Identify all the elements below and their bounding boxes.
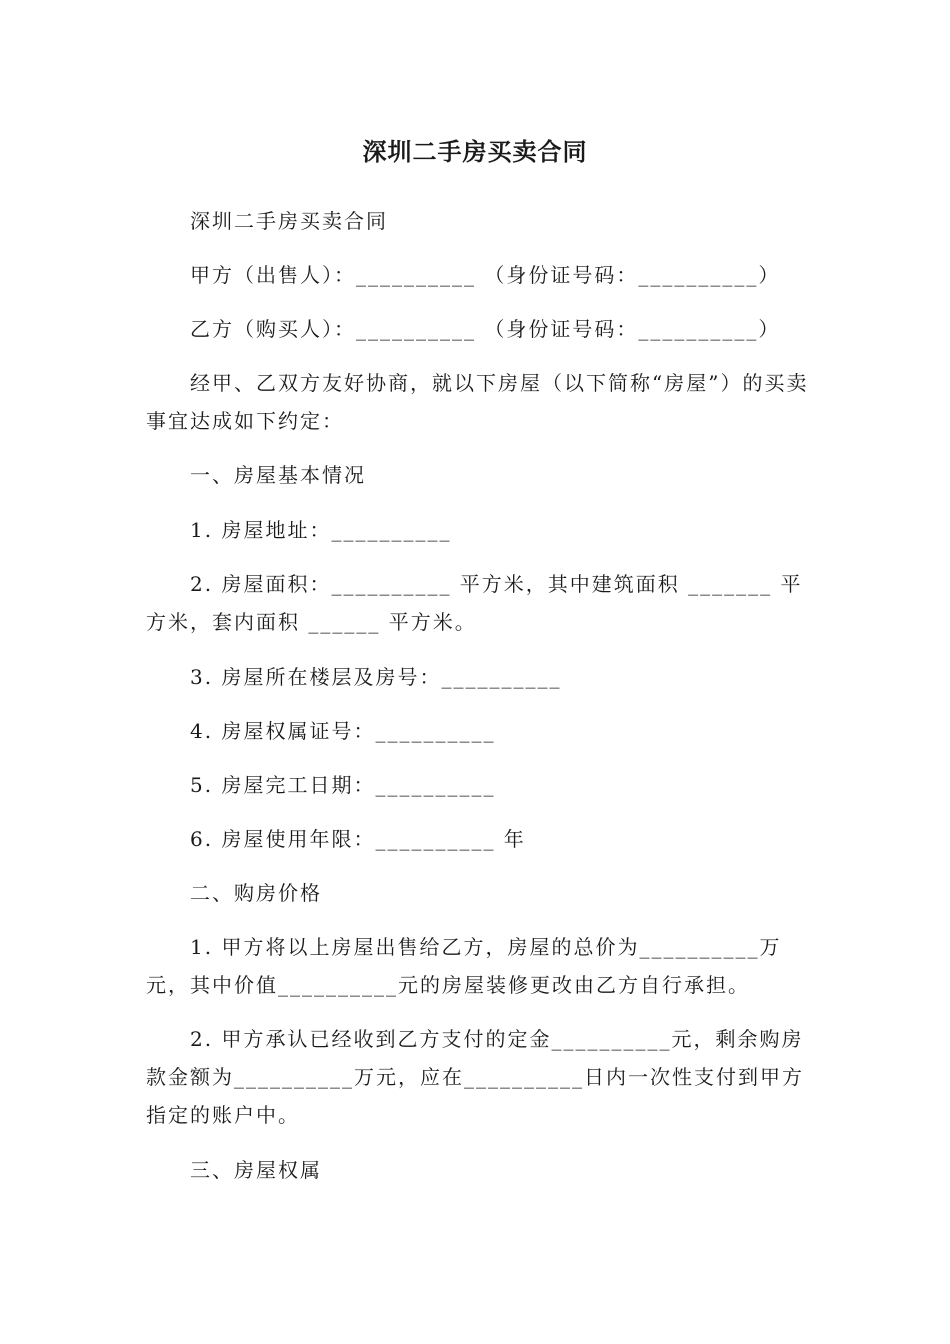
- intro-paragraph: 经甲、乙双方友好协商，就以下房屋（以下简称“房屋”）的买卖事宜达成如下约定：: [146, 371, 809, 433]
- section-1-item-address: 1. 房屋地址：__________: [190, 518, 452, 542]
- section-1-item-usage-years: 6. 房屋使用年限：__________ 年: [190, 827, 526, 851]
- section-1-heading: 一、房屋基本情况: [190, 463, 366, 487]
- section-2-item-deposit: 2. 甲方承认已经收到乙方支付的定金__________元，剩余购房款金额为__________万元，应在__________日内一次性支付到甲方指定的账户中。: [146, 1027, 804, 1127]
- section-1-item-certificate: 4. 房屋权属证号：__________: [190, 719, 496, 743]
- party-b-line: 乙方（购买人）：__________ （身份证号码：__________）: [190, 317, 781, 341]
- section-1-item-area: 2. 房屋面积：__________ 平方米，其中建筑面积 _______ 平方米，套内面积 ______ 平方米。: [146, 572, 803, 634]
- section-1-item-floor: 3. 房屋所在楼层及房号：__________: [190, 665, 562, 689]
- document-title: 深圳二手房买卖合同: [362, 138, 588, 166]
- section-1-item-completion-date: 5. 房屋完工日期：__________: [190, 773, 496, 797]
- document-subtitle: 深圳二手房买卖合同: [190, 209, 388, 233]
- section-3-heading: 三、房屋权属: [190, 1158, 322, 1182]
- section-2-item-total-price: 1. 甲方将以上房屋出售给乙方，房屋的总价为__________万元，其中价值__________元的房屋装修更改由乙方自行承担。: [146, 935, 782, 997]
- section-2-heading: 二、购房价格: [190, 881, 322, 905]
- party-a-line: 甲方（出售人）：__________ （身份证号码：__________）: [190, 263, 781, 287]
